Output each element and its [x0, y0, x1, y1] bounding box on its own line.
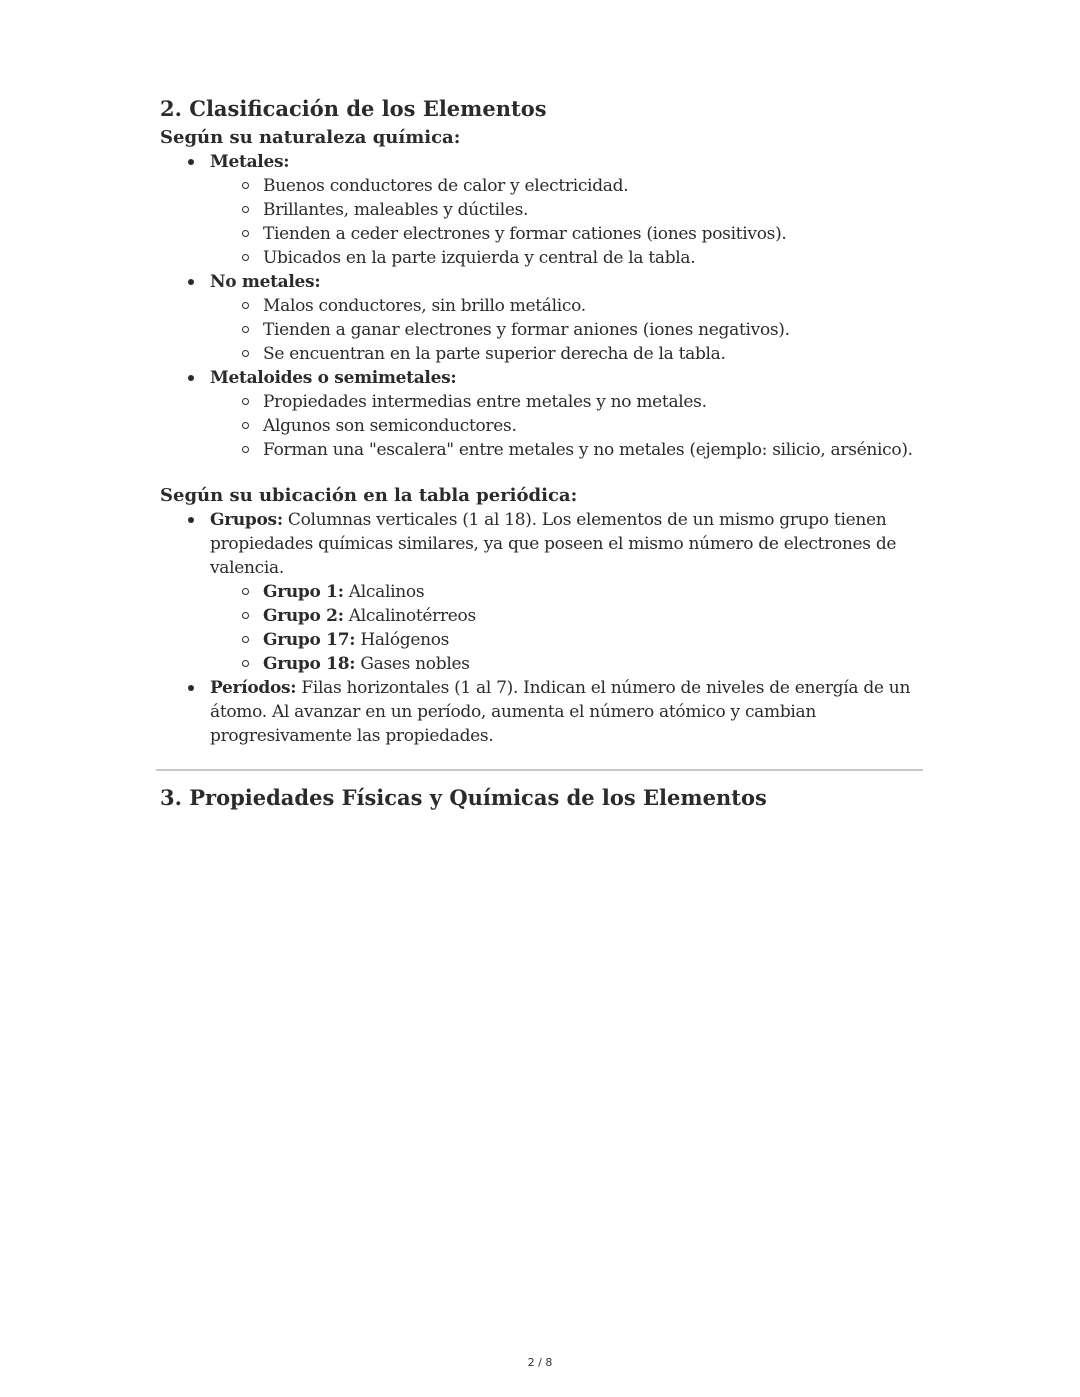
ubicacion-heading: Según su ubicación en la tabla periódica: — [160, 485, 578, 506]
metaloides-label: Metaloides o semimetales: — [210, 368, 457, 388]
list-item — [263, 652, 920, 676]
grupo-text: Alcalinos — [343, 582, 425, 602]
grupo-label: Grupo 1: — [263, 582, 344, 602]
no-metales-sublist — [210, 294, 920, 366]
list-item: Forman una "escalera" entre metales y no metales (ejemplo: silicio, arsénico). — [263, 438, 920, 462]
list-item-metaloides — [210, 366, 920, 462]
naturaleza-list — [160, 150, 920, 462]
grupos-label: Grupos: — [210, 510, 283, 530]
grupo-label: Grupo 2: — [263, 606, 344, 626]
naturaleza-heading: Según su naturaleza química: — [160, 127, 461, 148]
section-2-title: 2. Clasificación de los Elementos — [160, 96, 547, 121]
list-item-metales — [210, 150, 920, 270]
list-item-grupos — [210, 508, 920, 676]
list-item: Tienden a ganar electrones y formar aniones (iones negativos). — [263, 318, 920, 342]
grupo-text: Halógenos — [355, 630, 450, 650]
list-item: Brillantes, maleables y dúctiles. — [263, 198, 920, 222]
metales-label: Metales: — [210, 152, 290, 172]
metaloides-sublist — [210, 390, 920, 462]
list-item — [263, 580, 920, 604]
list-item: Buenos conductores de calor y electricidad. — [263, 174, 920, 198]
list-item: Propiedades intermedias entre metales y no metales. — [263, 390, 920, 414]
list-item — [263, 628, 920, 652]
list-item: Tienden a ceder electrones y formar cationes (iones positivos). — [263, 222, 920, 246]
metales-sublist — [210, 174, 920, 270]
document-body — [160, 94, 920, 748]
grupo-text: Alcalinotérreos — [343, 606, 476, 626]
periodos-text: Filas horizontales (1 al 7). Indican el número de niveles de energía de un átomo. Al avanzar en un período, aumenta el número atómico y cambian progresivamente las propiedades. — [210, 678, 911, 746]
page-number: 2 / 8 — [527, 1356, 553, 1369]
list-item: Algunos son semiconductores. — [263, 414, 920, 438]
ubicacion-list — [160, 508, 920, 748]
horizontal-divider — [156, 769, 923, 771]
list-item-no-metales — [210, 270, 920, 366]
list-item — [263, 604, 920, 628]
grupo-label: Grupo 17: — [263, 630, 356, 650]
list-item: Ubicados en la parte izquierda y central de la tabla. — [263, 246, 920, 270]
no-metales-label: No metales: — [210, 272, 321, 292]
grupos-sublist — [210, 580, 920, 676]
list-item-periodos — [210, 676, 920, 748]
list-item: Malos conductores, sin brillo metálico. — [263, 294, 920, 318]
periodos-label: Períodos: — [210, 678, 297, 698]
list-item: Se encuentran en la parte superior derecha de la tabla. — [263, 342, 920, 366]
section-3-title: 3. Propiedades Físicas y Químicas de los Elementos — [160, 785, 767, 810]
grupos-text: Columnas verticales (1 al 18). Los elementos de un mismo grupo tienen propiedades químicas similares, ya que poseen el mismo número de electrones de valencia. — [210, 510, 897, 578]
grupo-text: Gases nobles — [355, 654, 470, 674]
grupo-label: Grupo 18: — [263, 654, 356, 674]
